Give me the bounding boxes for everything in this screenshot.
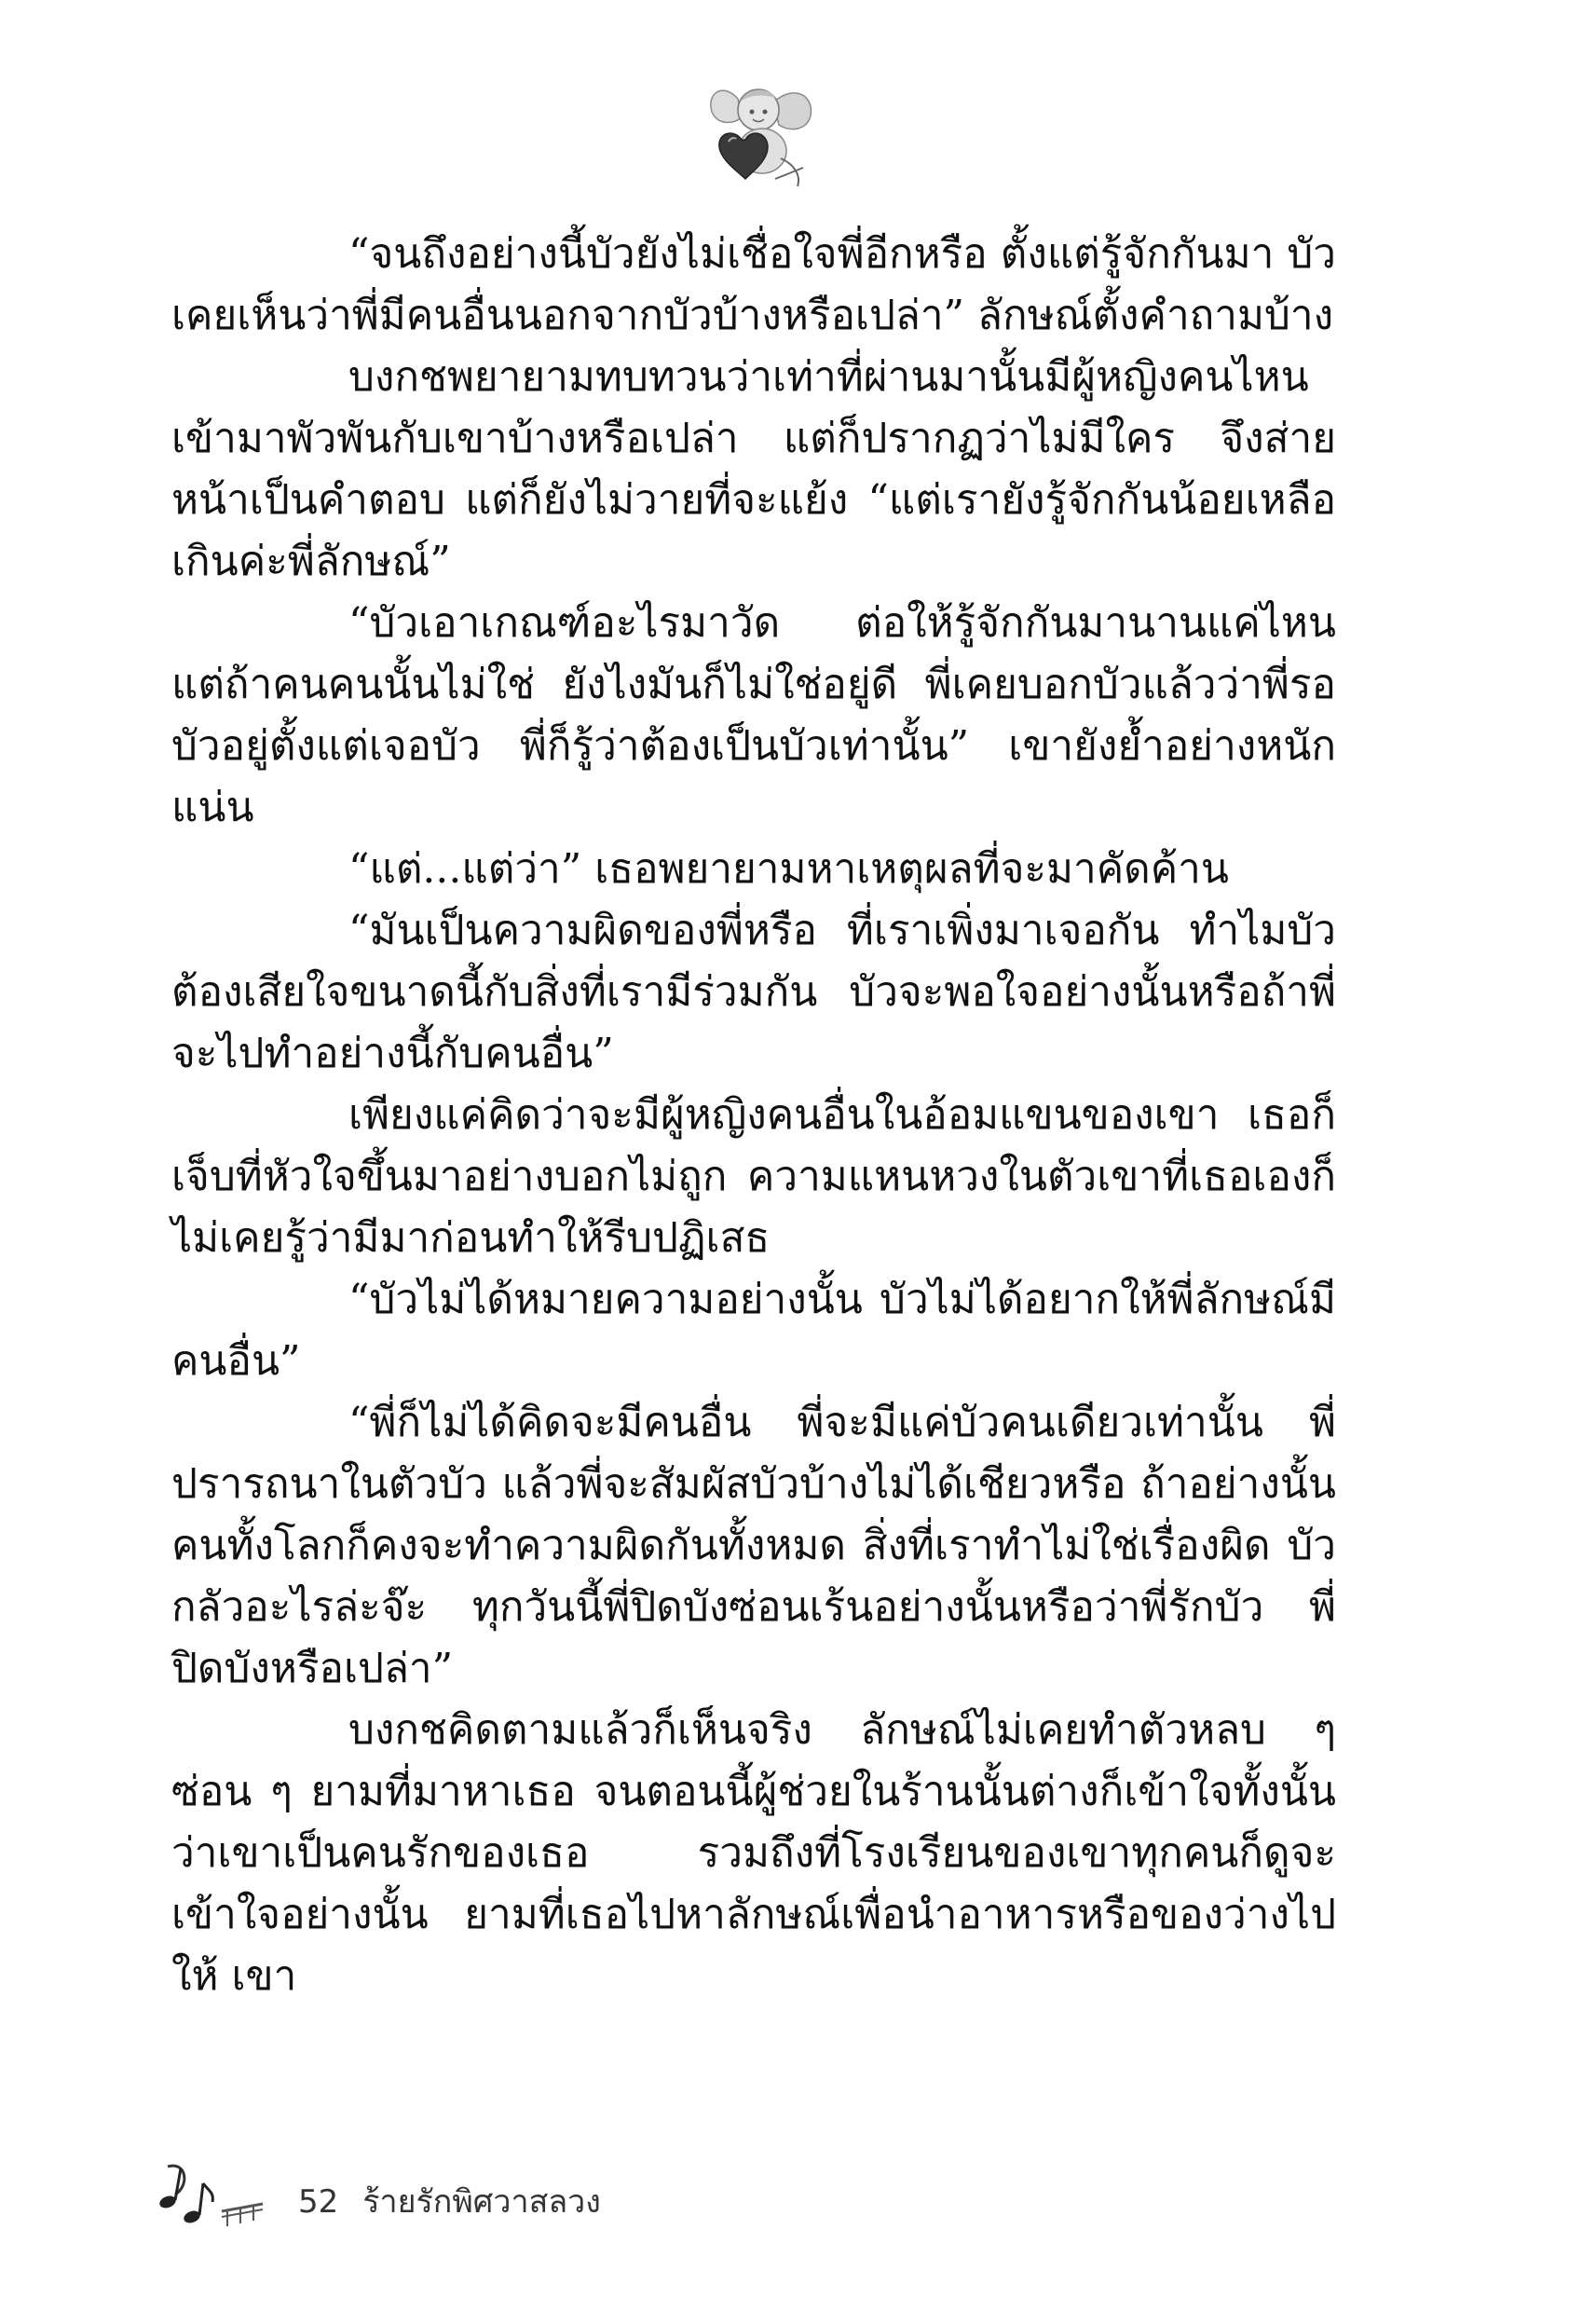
paragraph: “พี่ก็ไม่ได้คิดจะมีคนอื่น พี่จะมีแค่บัวคนเดียวเท่านั้น พี่ปรารถนาในตัวบัว แล้วพี่จะสัมผัสบัวบ้างไม่ได้เชียวหรือ ถ้าอย่างนั้นคนทั้งโลกก็คงจะทำความผิดกันทั้งหมด สิ่งที่เราทำไม่ใช่เรื่องผิด บัวกลัวอะไรล่ะจ๊ะ ทุกวันนี้พี่ปิดบังซ่อนเร้นอย่างนั้นหรือว่าพี่รักบัว พี่ปิดบังหรือเปล่า” bbox=[171, 1399, 1336, 1692]
story-text bbox=[171, 224, 1336, 2007]
paragraph: บงกชคิดตามแล้วก็เห็นจริง ลักษณ์ไม่เคยทำตัวหลบ ๆ ซ่อน ๆ ยามที่มาหาเธอ จนตอนนี้ผู้ช่วยในร้านนั้นต่างก็เข้าใจทั้งนั้นว่าเขาเป็นคนรักของเธอ รวมถึงที่โรงเรียนของเขาทุกคนก็ดูจะเข้าใจอย่างนั้น ยามที่เธอไปหาลักษณ์เพื่อนำอาหารหรือของว่างไปให้ เขา bbox=[171, 1706, 1336, 2000]
paragraph: “บัวไม่ได้หมายความอย่างนั้น บัวไม่ได้อยากให้พี่ลักษณ์มีคนอื่น” bbox=[171, 1276, 1336, 1385]
paragraph: บงกชพยายามทบทวนว่าเท่าที่ผ่านมานั้นมีผู้หญิงคนไหนเข้ามาพัวพันกับเขาบ้างหรือเปล่า แต่ก็ปรากฏว่าไม่มีใคร จึงส่ายหน้าเป็นคำตอบ แต่ก็ยังไม่วายที่จะแย้ง “แต่เรายังรู้จักกันน้อยเหลือเกินค่ะพี่ลักษณ์” bbox=[171, 353, 1336, 585]
music-notes-icon bbox=[149, 2157, 270, 2241]
paragraph: “จนถึงอย่างนี้บัวยังไม่เชื่อใจพี่อีกหรือ ตั้งแต่รู้จักกันมา บัวเคยเห็นว่าพี่มีคนอื่นนอกจากบัวบ้างหรือเปล่า” ลักษณ์ตั้งคำถามบ้าง bbox=[171, 230, 1336, 339]
paragraph: เพียงแค่คิดว่าจะมีผู้หญิงคนอื่นในอ้อมแขนของเขา เธอก็เจ็บที่หัวใจขึ้นมาอย่างบอกไม่ถูก ความแหนหวงในตัวเขาที่เธอเองก็ไม่เคยรู้ว่ามีมาก่อนทำให้รีบปฏิเสธ bbox=[171, 1091, 1336, 1262]
footer-text bbox=[298, 2176, 601, 2226]
page-footer bbox=[149, 2157, 801, 2241]
page-number: 52 bbox=[298, 2183, 339, 2221]
book-title: ร้ายรักพิศวาสลวง bbox=[362, 2183, 601, 2221]
paragraph: “บัวเอาเกณฑ์อะไรมาวัด ต่อให้รู้จักกันมานานแค่ไหน แต่ถ้าคนคนนั้นไม่ใช่ ยังไงมันก็ไม่ใช่อยู่ดี พี่เคยบอกบัวแล้วว่าพี่รอบัวอยู่ตั้งแต่เจอบัว พี่ก็รู้ว่าต้องเป็นบัวเท่านั้น” เขายังย้ำอย่างหนักแน่น bbox=[171, 599, 1336, 831]
cupid-heart-icon bbox=[701, 75, 822, 196]
paragraph: “แต่...แต่ว่า” เธอพยายามหาเหตุผลที่จะมาคัดค้าน bbox=[348, 845, 1229, 893]
paragraph: “มันเป็นความผิดของพี่หรือ ที่เราเพิ่งมาเจอกัน ทำไมบัวต้องเสียใจขนาดนี้กับสิ่งที่เรามีร่วมกัน บัวจะพอใจอย่างนั้นหรือถ้าพี่จะไปทำอย่างนี้กับคนอื่น” bbox=[171, 907, 1336, 1077]
